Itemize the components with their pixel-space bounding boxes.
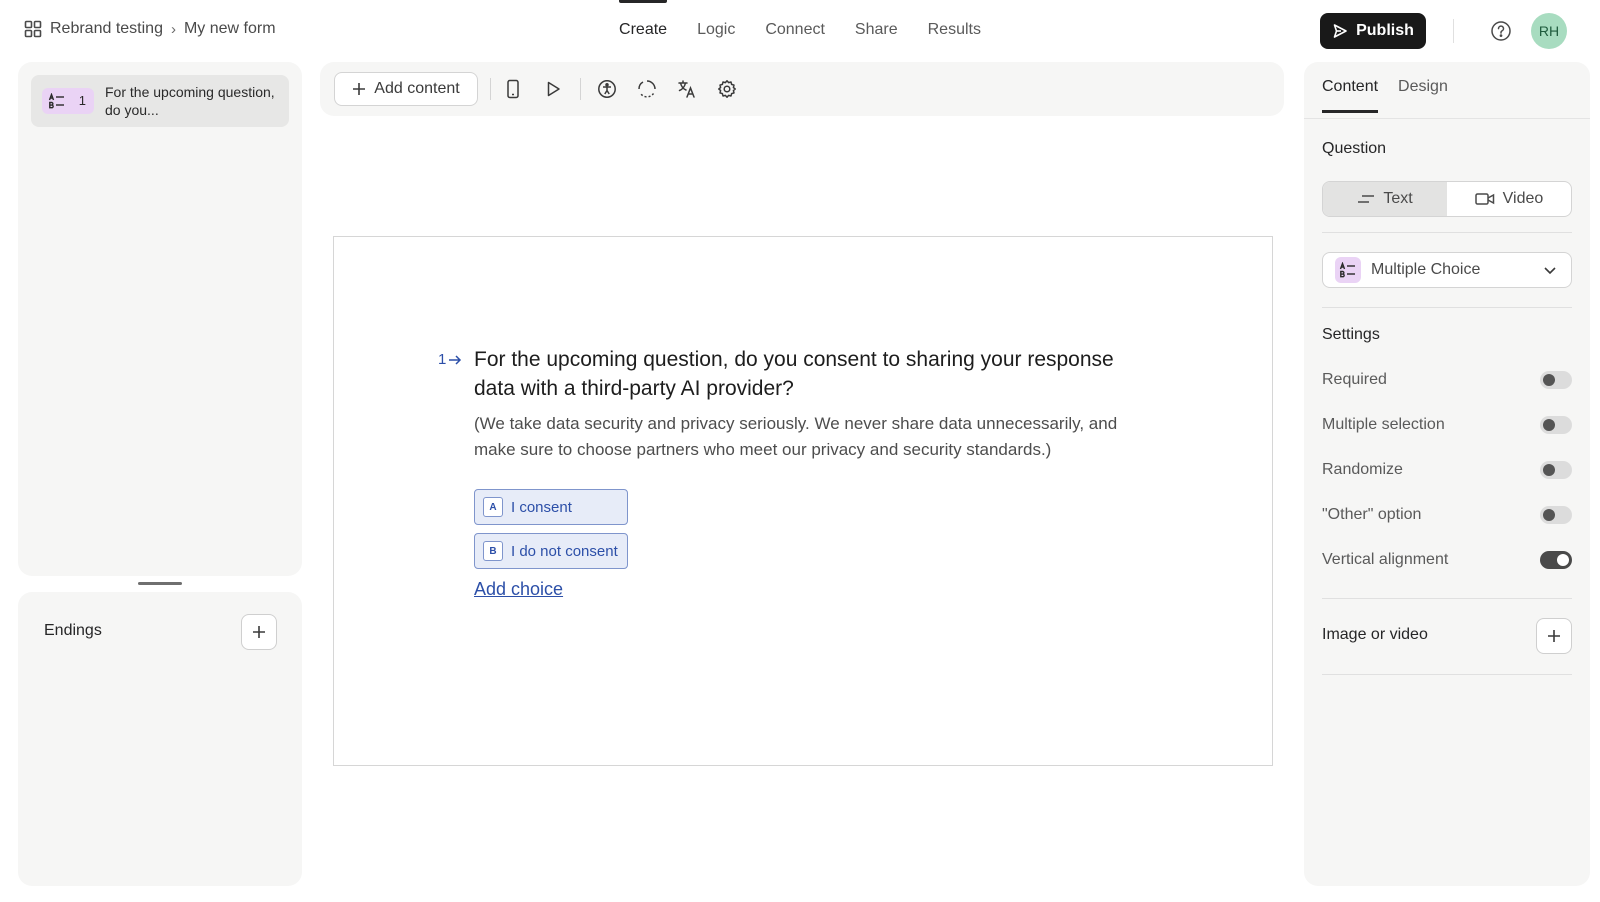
arrow-right-icon	[448, 354, 462, 366]
setting-label: "Other" option	[1322, 506, 1422, 523]
help-icon[interactable]	[1490, 20, 1512, 42]
tab-content[interactable]: Content	[1322, 78, 1378, 113]
mobile-preview-icon[interactable]	[502, 78, 524, 100]
choice-label: I consent	[511, 498, 572, 516]
accessibility-icon[interactable]	[596, 78, 618, 100]
tab-logic[interactable]: Logic	[697, 21, 736, 38]
setting-multiple-selection	[1322, 413, 1572, 437]
setting-required	[1322, 368, 1572, 392]
choice-label: I do not consent	[511, 542, 618, 560]
choice-key: A	[483, 497, 503, 517]
tab-connect[interactable]: Connect	[765, 21, 825, 38]
setting-label: Randomize	[1322, 461, 1403, 478]
publish-button[interactable]	[1320, 13, 1426, 49]
publish-label: Publish	[1356, 22, 1414, 39]
question-type-badge	[1335, 257, 1361, 283]
setting-vertical-alignment	[1322, 548, 1572, 572]
properties-panel	[1304, 62, 1590, 886]
multiple-choice-icon	[1339, 262, 1357, 278]
add-ending-button[interactable]	[241, 614, 277, 650]
toolbar-divider	[580, 78, 581, 100]
divider	[1322, 598, 1572, 599]
required-toggle[interactable]	[1540, 371, 1572, 389]
settings-gear-icon[interactable]	[716, 78, 738, 100]
question-format-toggle	[1322, 181, 1572, 217]
plus-icon	[352, 82, 366, 96]
question-list-panel	[18, 62, 302, 576]
endings-panel	[18, 592, 302, 886]
properties-tabs	[1322, 78, 1448, 113]
avatar[interactable]: RH	[1531, 13, 1567, 49]
question-list-text: For the upcoming question, do you...	[105, 84, 275, 118]
question-type-select[interactable]	[1322, 252, 1572, 288]
question-number: 1	[438, 351, 447, 368]
choice-option[interactable]	[474, 533, 628, 569]
text-option-label: Text	[1383, 190, 1413, 207]
toolbar-divider	[490, 78, 491, 100]
randomize-toggle[interactable]	[1540, 461, 1572, 479]
add-image-or-video-button[interactable]	[1536, 618, 1572, 654]
vertical-alignment-toggle[interactable]	[1540, 551, 1572, 569]
other-option-toggle[interactable]	[1540, 506, 1572, 524]
divider	[1322, 307, 1572, 308]
form-canvas	[333, 236, 1273, 766]
tab-results[interactable]: Results	[927, 21, 981, 38]
divider	[1304, 118, 1590, 119]
plus-icon	[252, 625, 266, 639]
editor-toolbar	[320, 62, 1284, 116]
question-title[interactable]: For the upcoming question, do you consent to sharing your response data with a third-party AI provider?	[474, 348, 1114, 400]
setting-other-option	[1322, 503, 1572, 527]
tab-share[interactable]: Share	[854, 21, 898, 38]
choice-key: B	[483, 541, 503, 561]
question-list-item[interactable]	[31, 75, 289, 127]
divider	[1322, 674, 1572, 675]
setting-label: Required	[1322, 371, 1387, 388]
question-type-value: Multiple Choice	[1371, 261, 1481, 278]
plus-icon	[1547, 629, 1561, 643]
chevron-right-icon: ›	[170, 20, 176, 38]
add-content-button[interactable]	[334, 72, 478, 106]
tab-design[interactable]: Design	[1398, 78, 1448, 95]
add-content-label: Add content	[374, 80, 460, 97]
divider	[1322, 232, 1572, 233]
question-type-badge	[42, 88, 94, 114]
setting-randomize	[1322, 458, 1572, 482]
top-bar	[0, 0, 1600, 62]
play-icon[interactable]	[542, 78, 564, 100]
settings-section-label: Settings	[1322, 326, 1380, 343]
loading-spinner-icon[interactable]	[636, 78, 658, 100]
divider	[1453, 19, 1454, 43]
question-number: 1	[78, 93, 86, 108]
question-number-marker	[438, 351, 462, 368]
setting-label: Vertical alignment	[1322, 551, 1449, 568]
video-option[interactable]	[1447, 182, 1571, 216]
text-option[interactable]	[1323, 182, 1447, 216]
choice-option[interactable]	[474, 489, 628, 525]
chevron-down-icon	[1543, 266, 1557, 275]
multiple-selection-toggle[interactable]	[1540, 416, 1572, 434]
endings-label: Endings	[44, 622, 102, 639]
video-camera-icon	[1475, 192, 1495, 206]
breadcrumb-form[interactable]: My new form	[183, 20, 276, 37]
question-section-label: Question	[1322, 140, 1387, 157]
tab-create[interactable]: Create	[619, 0, 667, 62]
panel-resize-handle[interactable]	[138, 582, 182, 585]
video-option-label: Video	[1502, 190, 1544, 207]
question-description[interactable]: (We take data security and privacy seriously. We never share data unnecessarily, and make sure to choose partners who meet our privacy and security standards.)	[474, 414, 1118, 459]
image-or-video-label: Image or video	[1322, 626, 1428, 643]
translate-icon[interactable]	[676, 78, 698, 100]
send-icon	[1332, 23, 1348, 39]
add-choice-link[interactable]: Add choice	[474, 579, 564, 599]
text-lines-icon	[1357, 193, 1375, 205]
multiple-choice-icon	[48, 93, 66, 109]
setting-label: Multiple selection	[1322, 416, 1445, 433]
breadcrumb-workspace[interactable]: Rebrand testing	[50, 20, 163, 37]
